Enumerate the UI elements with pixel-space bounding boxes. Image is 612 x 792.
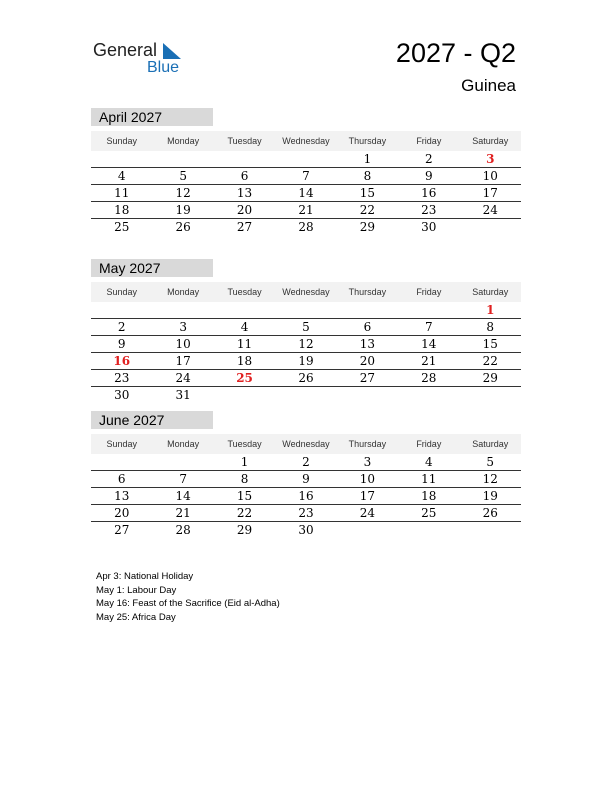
- holiday-date-cell: 25: [236, 371, 253, 385]
- date-cell: 2: [302, 455, 310, 469]
- logo-flag-icon: [161, 43, 183, 59]
- logo-general-text: General: [93, 40, 158, 60]
- date-cell: [460, 387, 521, 404]
- date-cell: [460, 219, 521, 236]
- week-row: [91, 387, 521, 404]
- date-cell: 28: [175, 523, 191, 537]
- date-cell: 20: [236, 203, 253, 217]
- week-row: [91, 185, 521, 202]
- weekday-label: Tuesday: [227, 439, 262, 449]
- date-cell: [214, 302, 275, 318]
- week-row: [91, 151, 521, 168]
- date-cell: 24: [175, 371, 191, 385]
- weekday-label: Sunday: [106, 136, 137, 146]
- weekday-label: Sunday: [106, 439, 137, 449]
- week-row: [91, 505, 521, 522]
- week-row: [91, 488, 521, 505]
- logo-blue-text: Blue: [147, 59, 180, 76]
- week-row: [91, 336, 521, 353]
- month-title: May 2027: [91, 259, 213, 277]
- date-cell: 11: [421, 472, 437, 486]
- holiday-note: May 16: Feast of the Sacrifice (Eid al-Adha): [96, 598, 280, 609]
- date-cell: 23: [298, 506, 314, 520]
- date-cell: 29: [482, 371, 498, 385]
- date-cell: 7: [302, 169, 310, 183]
- week-row: [91, 353, 521, 370]
- date-cell: 6: [363, 320, 372, 334]
- date-cell: [337, 302, 398, 318]
- date-cell: 18: [236, 354, 253, 368]
- date-cell: 6: [117, 472, 126, 486]
- date-cell: 21: [298, 203, 314, 217]
- date-cell: 8: [486, 320, 495, 334]
- weekday-label: Friday: [416, 439, 442, 449]
- weekday-label: Monday: [167, 136, 200, 146]
- date-cell: 4: [117, 169, 126, 183]
- date-cell: 2: [117, 320, 126, 334]
- weekday-label: Thursday: [348, 287, 387, 297]
- date-cell: 6: [240, 169, 249, 183]
- weekday-header-row: [91, 282, 521, 302]
- date-cell: 19: [482, 489, 498, 503]
- weekday-label: Tuesday: [227, 136, 262, 146]
- date-cell: [337, 522, 398, 539]
- date-cell: 16: [421, 186, 437, 200]
- week-row: [91, 302, 521, 319]
- weekday-label: Sunday: [106, 287, 137, 297]
- date-cell: [214, 151, 275, 167]
- date-cell: 21: [175, 506, 191, 520]
- date-cell: 19: [175, 203, 191, 217]
- week-row: [91, 471, 521, 488]
- holiday-note: Apr 3: National Holiday: [96, 571, 194, 582]
- date-cell: 20: [359, 354, 376, 368]
- date-cell: 30: [298, 523, 314, 537]
- date-cell: 27: [236, 220, 253, 234]
- week-row: [91, 319, 521, 336]
- date-cell: [152, 151, 213, 167]
- holiday-notes: [96, 570, 280, 624]
- weekday-label: Friday: [416, 287, 442, 297]
- date-cell: 23: [114, 371, 130, 385]
- date-cell: 27: [359, 371, 376, 385]
- date-cell: 26: [298, 371, 314, 385]
- date-cell: 28: [298, 220, 314, 234]
- date-cell: 17: [359, 489, 376, 503]
- weekday-header-row: [91, 434, 521, 454]
- date-cell: 15: [359, 186, 376, 200]
- week-row: [91, 168, 521, 185]
- date-cell: 10: [175, 337, 191, 351]
- date-cell: 31: [175, 388, 191, 402]
- weekday-label: Wednesday: [282, 439, 330, 449]
- date-cell: [275, 387, 336, 404]
- date-cell: 4: [240, 320, 249, 334]
- date-cell: 22: [359, 203, 376, 217]
- weekday-label: Monday: [167, 439, 200, 449]
- holiday-date-cell: 16: [113, 354, 131, 368]
- month-april: [91, 108, 521, 236]
- date-cell: [152, 454, 213, 470]
- date-cell: 13: [236, 186, 253, 200]
- date-cell: 16: [298, 489, 314, 503]
- date-cell: 26: [175, 220, 191, 234]
- date-cell: 27: [114, 523, 130, 537]
- date-cell: 26: [482, 506, 498, 520]
- country-name: Guinea: [461, 76, 516, 95]
- holiday-date-cell: 1: [486, 303, 495, 317]
- date-cell: 14: [298, 186, 314, 200]
- weekday-label: Friday: [416, 136, 442, 146]
- weekday-label: Monday: [167, 287, 200, 297]
- date-cell: [398, 387, 459, 404]
- date-cell: 15: [482, 337, 498, 351]
- date-cell: 24: [482, 203, 498, 217]
- holiday-note: May 25: Africa Day: [96, 611, 176, 623]
- date-cell: [91, 454, 152, 470]
- date-cell: [337, 387, 398, 404]
- date-cell: 21: [421, 354, 437, 368]
- weekday-header-row: [91, 131, 521, 151]
- date-cell: 23: [421, 203, 437, 217]
- date-cell: 3: [363, 455, 372, 469]
- date-cell: [398, 522, 459, 539]
- date-cell: 17: [175, 354, 191, 368]
- date-cell: 11: [114, 186, 130, 200]
- weekday-label: Saturday: [472, 439, 509, 449]
- weekday-label: Thursday: [348, 136, 387, 146]
- date-cell: 12: [482, 472, 498, 486]
- date-cell: 9: [302, 472, 310, 486]
- date-cell: 7: [425, 320, 433, 334]
- date-cell: 1: [363, 152, 372, 166]
- month-may: [91, 259, 521, 404]
- date-cell: 25: [421, 506, 437, 520]
- date-cell: 29: [236, 523, 253, 537]
- date-cell: [91, 302, 152, 318]
- weekday-label: Wednesday: [282, 136, 330, 146]
- holiday-note: May 1: Labour Day: [96, 584, 177, 596]
- date-cell: 4: [425, 455, 433, 469]
- date-cell: 12: [175, 186, 191, 200]
- date-cell: 7: [179, 472, 187, 486]
- date-cell: 11: [236, 337, 253, 351]
- date-cell: 9: [117, 337, 126, 351]
- date-cell: 18: [114, 203, 130, 217]
- date-cell: [214, 387, 275, 404]
- date-cell: 22: [236, 506, 253, 520]
- date-cell: 24: [359, 506, 376, 520]
- date-cell: 8: [240, 472, 249, 486]
- month-title: April 2027: [91, 108, 213, 126]
- date-cell: 13: [114, 489, 130, 503]
- date-cell: 22: [482, 354, 498, 368]
- date-cell: 10: [482, 169, 498, 183]
- date-cell: 14: [175, 489, 191, 503]
- date-cell: 10: [359, 472, 376, 486]
- date-cell: 9: [425, 169, 433, 183]
- date-cell: 19: [298, 354, 314, 368]
- week-row: [91, 454, 521, 471]
- weekday-label: Saturday: [472, 287, 509, 297]
- date-cell: 5: [179, 169, 187, 183]
- date-cell: [152, 302, 213, 318]
- date-cell: [398, 302, 459, 318]
- date-cell: 13: [359, 337, 376, 351]
- week-row: [91, 202, 521, 219]
- date-cell: 1: [240, 455, 249, 469]
- date-cell: 8: [363, 169, 372, 183]
- weekday-label: Wednesday: [282, 287, 330, 297]
- holiday-date-cell: 3: [486, 152, 495, 166]
- date-cell: [460, 522, 521, 539]
- date-cell: 14: [421, 337, 437, 351]
- week-row: [91, 522, 521, 539]
- weekday-label: Saturday: [472, 136, 509, 146]
- date-cell: 5: [302, 320, 310, 334]
- date-cell: 15: [236, 489, 253, 503]
- date-cell: 18: [421, 489, 437, 503]
- weekday-label: Tuesday: [227, 287, 262, 297]
- date-cell: 12: [298, 337, 314, 351]
- weekday-label: Thursday: [348, 439, 387, 449]
- date-cell: [91, 151, 152, 167]
- date-cell: 25: [114, 220, 130, 234]
- date-cell: 3: [179, 320, 187, 334]
- date-cell: 30: [421, 220, 437, 234]
- date-cell: [275, 151, 336, 167]
- date-cell: 30: [114, 388, 130, 402]
- date-cell: 29: [359, 220, 376, 234]
- page-title: 2027 - Q2: [395, 38, 516, 68]
- week-row: [91, 370, 521, 387]
- week-row: [91, 219, 521, 236]
- date-cell: 28: [421, 371, 437, 385]
- date-cell: 5: [486, 455, 495, 469]
- date-cell: 2: [425, 152, 433, 166]
- date-cell: 20: [114, 506, 130, 520]
- date-cell: 17: [482, 186, 498, 200]
- date-cell: [275, 302, 336, 318]
- month-june: [91, 411, 521, 539]
- month-title: June 2027: [91, 411, 213, 429]
